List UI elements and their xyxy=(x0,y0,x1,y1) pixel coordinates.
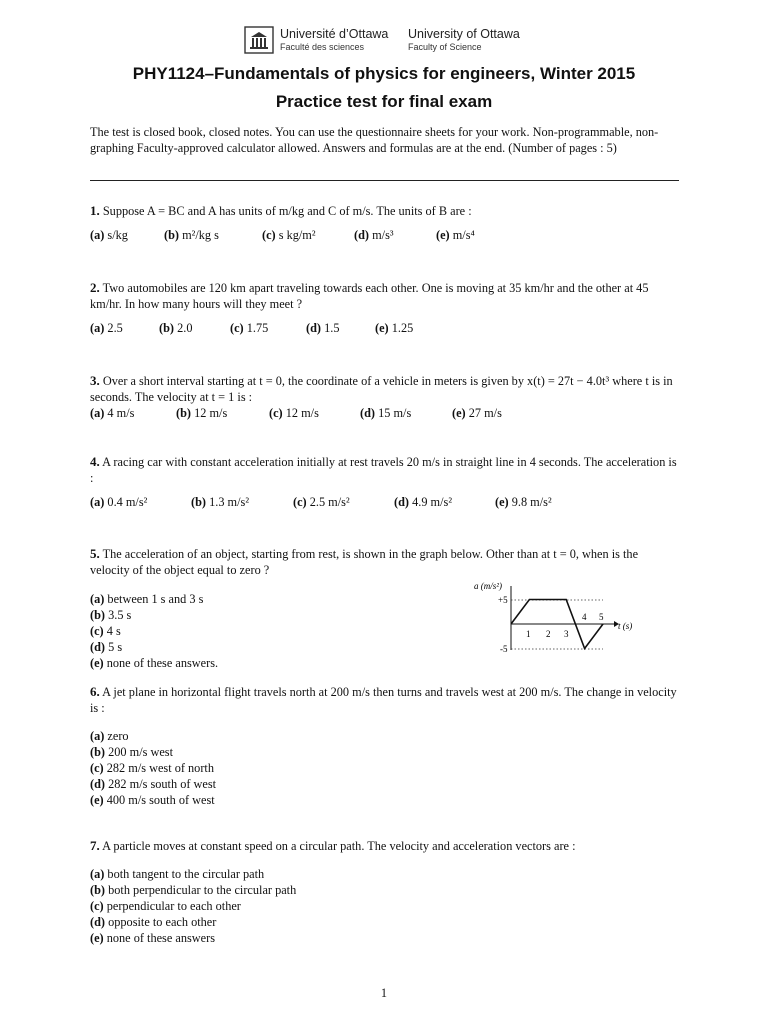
option-e[interactable]: (e) 1.25 xyxy=(375,321,414,335)
options xyxy=(90,494,680,510)
question-text: 3. Over a short interval starting at t = 0, the coordinate of a vehicle in meters is given by x(t) = 27t − 4.0t³ where t is in seconds. The velocity at t = 1 is : xyxy=(90,373,673,404)
question-text: 7. A particle moves at constant speed on a circular path. The velocity and acceleration vectors are : xyxy=(90,838,576,853)
question-3 xyxy=(90,373,680,421)
question-6 xyxy=(90,684,680,808)
university-header xyxy=(244,26,534,56)
instructions-paragraph: The test is closed book, closed notes. You can use the questionnaire sheets for your work. Non-programmable, non-graphing Faculty-approved calculator allowed. Answers and formulas are at the end. (Number of pages : 5) xyxy=(90,125,659,155)
question-text: 4. A racing car with constant acceleration initially at rest travels 20 m/s in straight line in 4 seconds. The acceleration is : xyxy=(90,454,677,485)
x-axis-label: t (s) xyxy=(618,621,633,631)
question-7 xyxy=(90,838,680,946)
y-tick-minus5: -5 xyxy=(500,644,508,654)
option-a[interactable]: (a) 2.5 xyxy=(90,321,123,335)
x-tick-4: 4 xyxy=(582,612,587,622)
option-d[interactable]: (d) 282 m/s south of west xyxy=(90,777,217,791)
page-title xyxy=(0,60,768,116)
option-c[interactable]: (c) 4 s xyxy=(90,624,121,638)
x-tick-3: 3 xyxy=(564,629,569,639)
option-b[interactable]: (b) 1.3 m/s² xyxy=(191,495,250,509)
option-e[interactable]: (e) none of these answers. xyxy=(90,656,219,670)
x-tick-2: 2 xyxy=(546,629,551,639)
option-d[interactable]: (d) 15 m/s xyxy=(360,406,412,420)
option-b[interactable]: (b) 3.5 s xyxy=(90,608,132,622)
options xyxy=(90,728,680,808)
fr-name: Université d’Ottawa xyxy=(280,27,389,41)
acceleration-time-graph xyxy=(468,578,648,658)
option-b[interactable]: (b) 12 m/s xyxy=(176,406,228,420)
option-a[interactable]: (a) both tangent to the circular path xyxy=(90,867,265,881)
option-c[interactable]: (c) s kg/m² xyxy=(262,228,316,242)
question-text: 6. A jet plane in horizontal flight travels north at 200 m/s then turns and travels west at 200 m/s. The change in velocity is : xyxy=(90,684,677,715)
option-c[interactable]: (c) perpendicular to each other xyxy=(90,899,241,913)
y-axis-label: a (m/s²) xyxy=(474,581,502,591)
option-c[interactable]: (c) 1.75 xyxy=(230,321,269,335)
question-2 xyxy=(90,280,680,336)
options xyxy=(90,866,680,946)
university-crest-icon xyxy=(244,26,274,54)
divider xyxy=(90,180,679,181)
english-university-name xyxy=(408,28,520,54)
option-a[interactable]: (a) between 1 s and 3 s xyxy=(90,592,204,606)
option-e[interactable]: (e) 27 m/s xyxy=(452,406,502,420)
option-c[interactable]: (c) 2.5 m/s² xyxy=(293,495,350,509)
option-c[interactable]: (c) 12 m/s xyxy=(269,406,319,420)
option-d[interactable]: (d) 4.9 m/s² xyxy=(394,495,453,509)
course-title: PHY1124–Fundamentals of physics for engineers, Winter 2015 xyxy=(132,64,636,83)
option-a[interactable]: (a) 4 m/s xyxy=(90,406,135,420)
page-number: 1 xyxy=(380,986,388,1000)
option-d[interactable]: (d) 1.5 xyxy=(306,321,340,335)
option-d[interactable]: (d) 5 s xyxy=(90,640,123,654)
option-b[interactable]: (b) both perpendicular to the circular path xyxy=(90,883,297,897)
x-tick-5: 5 xyxy=(599,612,604,622)
option-b[interactable]: (b) 2.0 xyxy=(159,321,193,335)
option-b[interactable]: (b) 200 m/s west xyxy=(90,745,174,759)
question-text: 1. Suppose A = BC and A has units of m/kg and C of m/s. The units of B are : xyxy=(90,203,472,218)
option-c[interactable]: (c) 282 m/s west of north xyxy=(90,761,214,775)
options xyxy=(90,320,680,336)
test-title: Practice test for final exam xyxy=(275,92,493,111)
fr-faculty: Faculté des sciences xyxy=(280,42,365,52)
option-e[interactable]: (e) 400 m/s south of west xyxy=(90,793,215,807)
option-a[interactable]: (a) 0.4 m/s² xyxy=(90,495,148,509)
y-tick-plus5: +5 xyxy=(498,595,508,605)
option-d[interactable]: (d) m/s³ xyxy=(354,228,394,242)
question-4 xyxy=(90,454,680,510)
en-faculty: Faculty of Science xyxy=(408,42,482,52)
option-a[interactable]: (a) zero xyxy=(90,729,129,743)
option-a[interactable]: (a) s/kg xyxy=(90,228,128,242)
question-text: 5. The acceleration of an object, starting from rest, is shown in the graph below. Other than at t = 0, when is the velocity of the object equal to zero ? xyxy=(90,546,639,577)
option-e[interactable]: (e) m/s⁴ xyxy=(436,228,475,242)
question-text: 2. Two automobiles are 120 km apart traveling towards each other. One is moving at 35 km/hr and the other at 45 km/hr. In how many hours will they meet ? xyxy=(90,280,649,311)
options xyxy=(90,405,680,421)
question-1 xyxy=(90,203,680,243)
options xyxy=(90,227,680,243)
option-e[interactable]: (e) none of these answers xyxy=(90,931,215,945)
en-name: University of Ottawa xyxy=(408,27,520,41)
option-b[interactable]: (b) m²/kg s xyxy=(164,228,219,242)
x-tick-1: 1 xyxy=(526,629,531,639)
option-d[interactable]: (d) opposite to each other xyxy=(90,915,217,929)
option-e[interactable]: (e) 9.8 m/s² xyxy=(495,495,552,509)
french-university-name xyxy=(280,28,388,54)
